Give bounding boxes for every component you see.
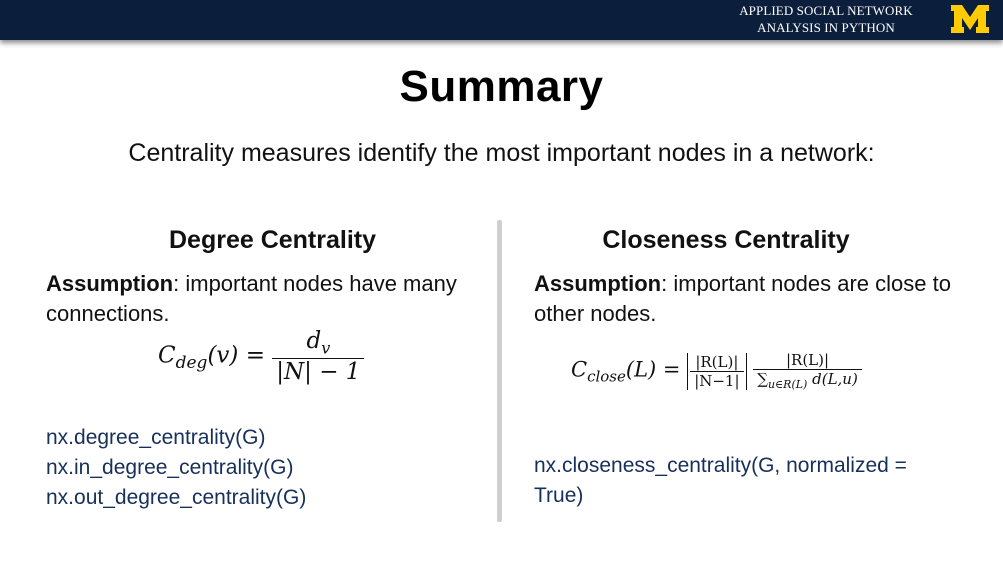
closeness-main-fraction <box>753 351 862 391</box>
closeness-fraction-denominator <box>753 369 862 391</box>
code-line: nx.closeness_centrality(G, normalized = <box>534 454 907 477</box>
degree-formula-denominator: |N| − 1 <box>272 358 364 385</box>
closeness-centrality-heading: Closeness Centrality <box>602 226 850 254</box>
code-line: True) <box>534 484 584 507</box>
course-title-line1: APPLIED SOCIAL NETWORK <box>739 3 913 18</box>
degree-formula-numerator-sub: v <box>321 338 331 358</box>
degree-code-block <box>46 423 306 513</box>
course-title <box>700 2 952 36</box>
degree-formula-arg: (v) = <box>207 342 265 369</box>
closeness-denominator-rest: d(L,u) <box>807 370 858 388</box>
course-title-line2: ANALYSIS IN PYTHON <box>757 20 895 35</box>
code-line: nx.degree_centrality(G) <box>46 426 266 449</box>
degree-formula-numerator <box>272 328 364 358</box>
degree-assumption <box>46 269 466 329</box>
degree-formula-lhs: C <box>158 342 176 369</box>
sum-symbol: ∑ <box>757 370 768 388</box>
slide-subtitle: Centrality measures identify the most important nodes in a network: <box>128 139 875 167</box>
sum-subscript: u∈R(L) <box>767 378 808 391</box>
university-logo-icon <box>950 4 990 34</box>
degree-formula-numerator-d: d <box>306 328 322 354</box>
degree-formula-fraction <box>272 328 364 385</box>
closeness-bracket-fraction <box>690 353 743 390</box>
code-line: nx.out_degree_centrality(G) <box>46 486 307 509</box>
closeness-bracket-numerator: |R(L)| <box>695 352 739 371</box>
closeness-formula-lhs-sub: close <box>587 367 626 386</box>
closeness-assumption-label: Assumption <box>534 271 662 296</box>
closeness-formula-bracket <box>687 353 746 390</box>
closeness-formula-arg: (L) = <box>625 357 681 382</box>
closeness-assumption <box>534 269 954 329</box>
degree-formula-lhs-sub: deg <box>175 352 208 373</box>
closeness-bracket-denominator: |N−1| <box>690 371 743 390</box>
degree-assumption-label: Assumption <box>46 271 174 296</box>
column-divider <box>497 220 502 522</box>
degree-assumption-text: : important nodes have many connections. <box>46 271 457 326</box>
slide-title: Summary <box>399 62 604 111</box>
closeness-formula-lhs: C <box>571 357 588 382</box>
header-bar <box>0 0 1003 40</box>
closeness-code-block <box>534 451 974 511</box>
degree-formula <box>158 328 364 385</box>
closeness-assumption-text: : important nodes are close to other nodes. <box>534 271 951 326</box>
code-line: nx.in_degree_centrality(G) <box>46 456 294 479</box>
degree-centrality-heading: Degree Centrality <box>168 226 377 254</box>
closeness-fraction-numerator: |R(L)| <box>785 351 830 369</box>
closeness-formula <box>571 351 862 391</box>
